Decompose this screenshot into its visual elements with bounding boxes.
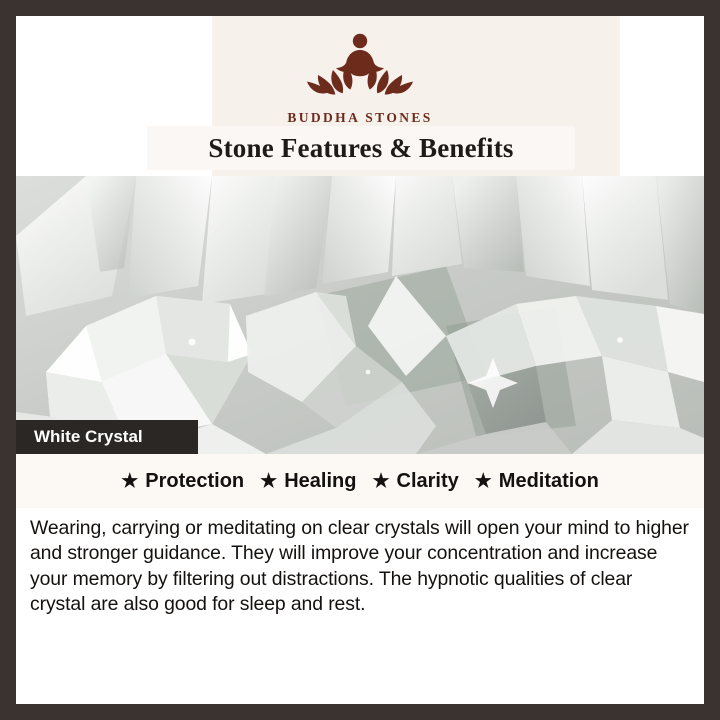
header-section xyxy=(16,16,704,176)
photo-caption-text: White Crystal xyxy=(34,427,143,446)
brand-name: BUDDHA STONES xyxy=(287,110,433,125)
star-icon: ★ xyxy=(121,470,139,492)
star-icon: ★ xyxy=(372,470,390,492)
crystal-photo xyxy=(16,176,704,454)
benefit-label: Protection xyxy=(145,469,245,492)
benefits-row xyxy=(16,454,704,508)
crystal-photo-image xyxy=(16,176,704,454)
description-section xyxy=(16,508,704,618)
content-area xyxy=(16,16,704,704)
benefit-item-meditation xyxy=(475,470,599,493)
benefit-item-protection xyxy=(121,470,244,493)
description-text: Wearing, carrying or meditating on clear crystals will open your mind to higher and stronger guidance. They will improve your concentration and increase your memory by filtering out distractions. The hypnotic qualities of clear crystal are also good for sleep and rest. xyxy=(30,517,689,616)
star-icon: ★ xyxy=(260,470,278,492)
corner-notch-top-right xyxy=(620,0,720,17)
frame-border-left xyxy=(0,0,16,720)
photo-caption xyxy=(16,420,198,454)
page-title-text: Stone Features & Benefits xyxy=(208,132,514,163)
star-icon: ★ xyxy=(474,470,492,492)
lotus-buddha-icon xyxy=(16,25,704,108)
frame-border-right xyxy=(704,0,720,720)
frame-border-bottom xyxy=(0,704,720,720)
benefit-item-healing xyxy=(260,470,356,493)
corner-notch-top-left xyxy=(0,0,212,17)
benefit-label: Healing xyxy=(284,469,357,492)
benefit-item-clarity xyxy=(372,470,458,493)
page-title xyxy=(147,126,575,170)
brand-logo xyxy=(16,25,704,126)
benefit-label: Clarity xyxy=(396,469,459,492)
benefit-label: Meditation xyxy=(498,469,599,492)
